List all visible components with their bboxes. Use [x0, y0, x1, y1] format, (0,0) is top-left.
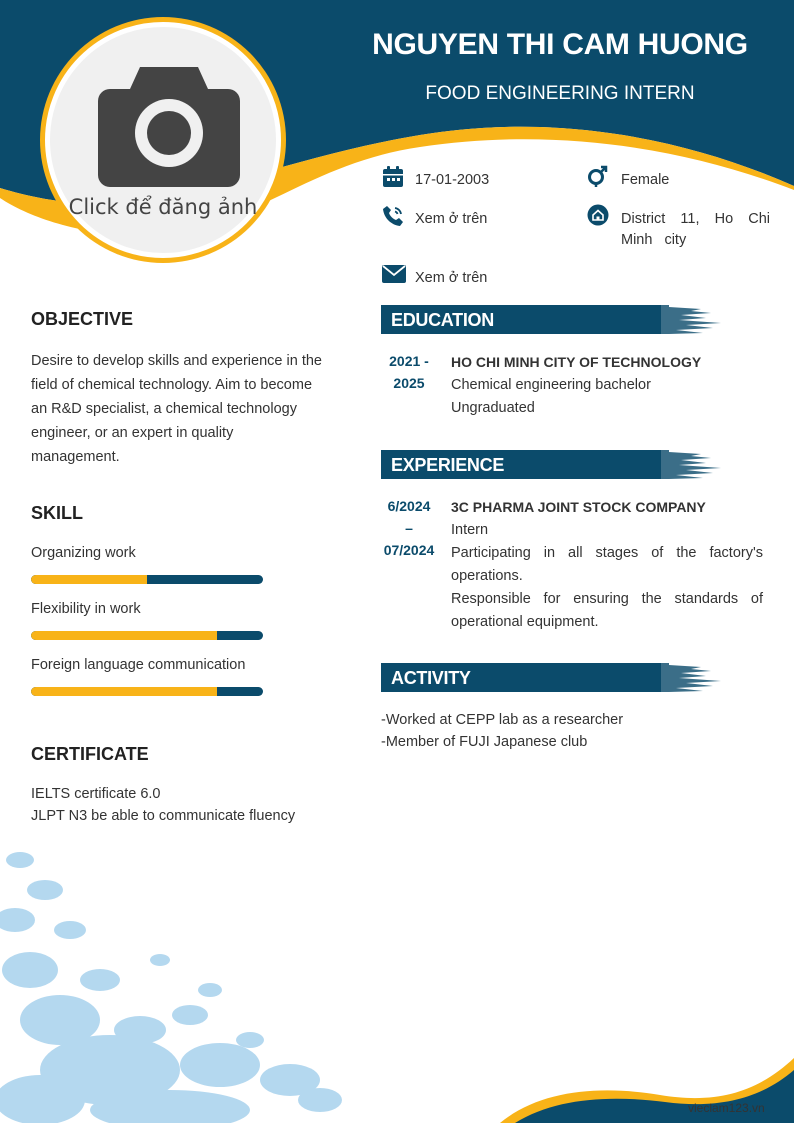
skill-bar	[31, 687, 263, 696]
skill-bar	[31, 575, 263, 584]
gender-value: Female	[621, 172, 670, 188]
education-degree: Chemical engineering bachelor	[451, 377, 651, 393]
experience-role: Intern	[451, 522, 489, 538]
objective-title: OBJECTIVE	[31, 309, 134, 329]
email-value: Xem ở trên	[415, 270, 488, 286]
activity-header	[381, 663, 723, 692]
birthday-value: 17-01-2003	[415, 172, 490, 188]
experience-header	[381, 450, 723, 479]
phone-icon	[382, 205, 404, 227]
footer-decoration	[0, 1050, 794, 1123]
certificate-line: IELTS certificate 6.0	[31, 786, 161, 802]
certificate-title: CERTIFICATE	[31, 744, 149, 764]
certificate-line: JLPT N3 be able to communicate fluency	[31, 808, 296, 824]
experience-date-to: 07/2024	[383, 542, 435, 558]
activity-line: -Member of FUJI Japanese club	[381, 734, 588, 750]
watermark: vieclam123.vn	[688, 1101, 765, 1115]
activity-title: ACTIVITY	[391, 668, 471, 688]
activity-line: -Worked at CEPP lab as a researcher	[381, 712, 624, 728]
experience-title: EXPERIENCE	[391, 455, 505, 475]
job-title: FOOD ENGINEERING INTERN	[425, 83, 695, 104]
address-value: District 11, Ho Chi Minh city	[621, 211, 770, 248]
education-title: EDUCATION	[391, 310, 494, 330]
education-date-to: 2025	[393, 375, 425, 391]
education-status: Ungraduated	[451, 400, 535, 416]
skill-label: Foreign language communication	[31, 657, 246, 673]
avatar-upload-text: Click để đăng ảnh	[68, 195, 258, 219]
calendar-icon	[382, 166, 404, 188]
brush-stroke	[651, 450, 723, 479]
objective-text: Desire to develop skills and experience in the field of chemical technology. Aim to become an R&D specialist, a chemical technology engineer, or an expert in quality management.	[31, 353, 322, 465]
skill-bar-fill	[31, 575, 147, 584]
camera-icon	[98, 61, 240, 187]
candidate-name: NGUYEN THI CAM HUONG	[372, 28, 748, 61]
gender-icon	[587, 165, 609, 187]
brush-stroke	[651, 663, 723, 692]
skill-label: Organizing work	[31, 545, 136, 561]
experience-date-from: 6/2024	[387, 498, 431, 514]
skill-title: SKILL	[31, 503, 83, 523]
education-school: HO CHI MINH CITY OF TECHNOLOGY	[451, 354, 702, 370]
skill-bar-fill	[31, 631, 217, 640]
experience-detail: Responsible for ensuring the standards of operational equipment.	[451, 591, 763, 630]
experience-date-sep: –	[405, 520, 413, 536]
education-date-from: 2021 -	[389, 353, 429, 369]
skill-bar	[31, 631, 263, 640]
brush-stroke	[651, 305, 723, 334]
skill-bar-fill	[31, 687, 217, 696]
education-header	[381, 305, 723, 334]
mail-icon	[382, 263, 406, 285]
home-icon	[587, 204, 609, 226]
phone-value: Xem ở trên	[415, 211, 488, 227]
experience-company: 3C PHARMA JOINT STOCK COMPANY	[451, 499, 706, 515]
avatar-upload[interactable]	[45, 22, 281, 258]
skill-label: Flexibility in work	[31, 601, 141, 617]
experience-detail: Participating in all stages of the factory's operations.	[451, 545, 763, 584]
